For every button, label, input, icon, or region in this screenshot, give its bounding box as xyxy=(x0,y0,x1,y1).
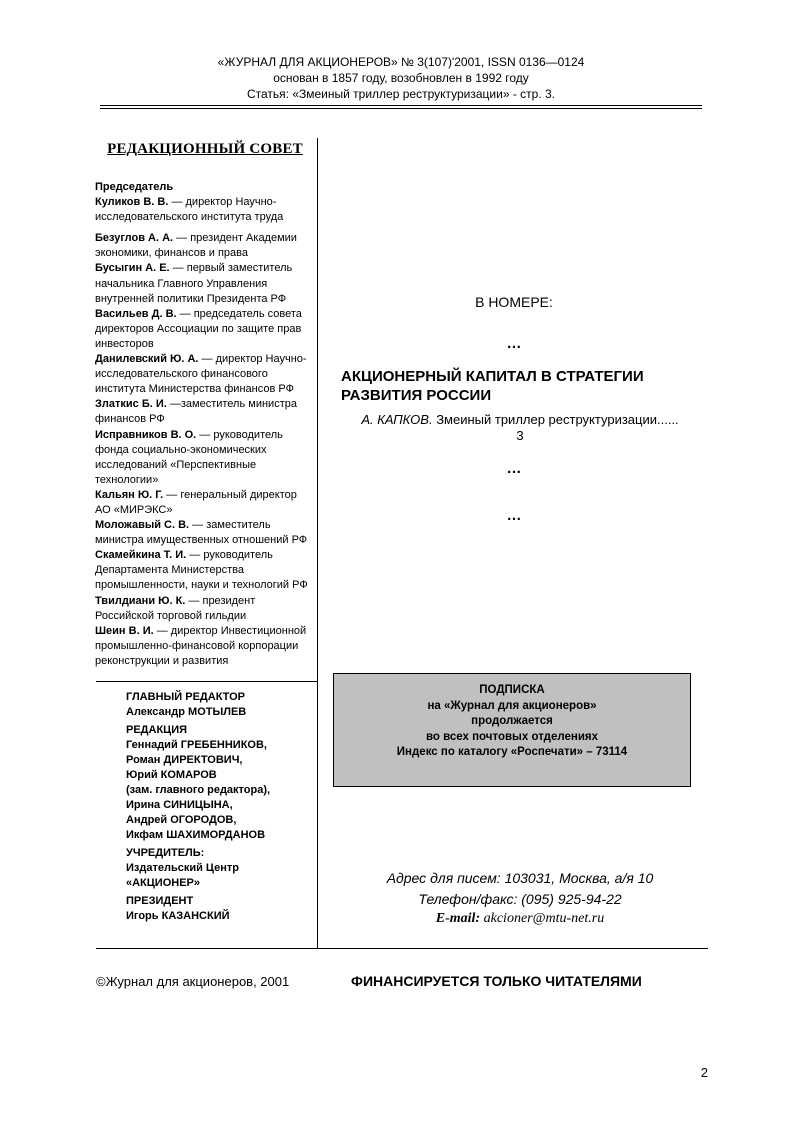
article-page: 3 xyxy=(516,428,524,443)
member-name: Бусыгин А. Е. xyxy=(95,262,170,275)
member-desc: — первый заместитель начальника Главного Управления внутренней политики Президента РФ xyxy=(95,262,293,305)
header-line-2: основан в 1857 году, возобновлен в 1992 году xyxy=(273,71,529,85)
header-rule-top xyxy=(100,105,702,106)
article-entry[interactable] xyxy=(330,412,710,444)
email-label: E-mail: xyxy=(435,911,481,926)
article-title: Змеиный триллер реструктуризации...... xyxy=(432,412,679,427)
council-member xyxy=(95,488,315,518)
section-title: АКЦИОНЕРНЫЙ КАПИТАЛ В СТРАТЕГИИ РАЗВИТИЯ РОССИИ xyxy=(341,368,644,404)
member-desc: —заместитель министра финансов РФ xyxy=(95,398,297,426)
member-name: Безуглов А. А. xyxy=(95,232,174,245)
article-author: А. КАПКОВ. xyxy=(361,412,433,427)
staff-member: Геннадий ГРЕБЕННИКОВ, xyxy=(126,739,267,751)
council-list xyxy=(95,180,315,669)
subscription-index: Индекс по каталогу «Роспечати» – 73114 xyxy=(396,746,628,758)
member-name: Твилдиани Ю. К. xyxy=(95,594,186,607)
founder-line: Издательский Центр xyxy=(126,862,239,874)
member-name: Моложавый С. В. xyxy=(95,519,190,532)
member-desc: — председатель совета директоров Ассоциации по защите прав инвесторов xyxy=(95,307,302,350)
founder-line: «АКЦИОНЕР» xyxy=(126,877,201,889)
council-member xyxy=(95,594,315,624)
ellipsis-1: … xyxy=(506,335,522,352)
member-name: Скамейкина Т. И. xyxy=(95,549,187,562)
copyright: ©Журнал для акционеров, 2001 xyxy=(96,974,290,989)
member-name: Исправников В. О. xyxy=(95,428,197,441)
chief-editor-label: ГЛАВНЫЙ РЕДАКТОР xyxy=(126,691,246,703)
column-divider xyxy=(317,138,318,948)
council-member xyxy=(95,548,315,593)
council-member xyxy=(95,624,315,669)
member-desc: — заместитель министра имущественных отношений РФ xyxy=(95,519,308,547)
contact-email[interactable] xyxy=(330,911,710,927)
contact-address: Адрес для писем: 103031, Москва, а/я 10 xyxy=(386,870,654,886)
page-number: 2 xyxy=(700,1065,708,1080)
member-desc: — руководитель Департамента Министерства промышленности, науки и технологий РФ xyxy=(95,549,308,592)
staff-member: Андрей ОГОРОДОВ, xyxy=(126,814,237,826)
president-label: ПРЕЗИДЕНТ xyxy=(126,895,194,907)
email-address[interactable]: akcioner@mtu-net.ru xyxy=(480,911,605,926)
staff-label: РЕДАКЦИЯ xyxy=(126,724,188,736)
header-line-3: Статья: «Змеиный триллер реструктуризации» - стр. 3. xyxy=(246,87,556,101)
member-name: Кальян Ю. Г. xyxy=(95,488,164,501)
staff-member: Ирина СИНИЦЫНА, xyxy=(126,799,233,811)
member-desc: — директор Научно-исследовательского института труда xyxy=(95,196,284,224)
council-member xyxy=(95,428,315,488)
contents-heading: В НОМЕРЕ: xyxy=(475,294,553,310)
subscription-line: на «Журнал для акционеров» xyxy=(427,699,597,712)
staff-member: Роман ДИРЕКТОВИЧ, xyxy=(126,754,243,766)
header-rule-bottom xyxy=(100,108,702,109)
council-member xyxy=(95,261,315,306)
council-title: РЕДАКЦИОННЫЙ СОВЕТ xyxy=(107,141,303,157)
member-desc: — директор Инвестиционной промышленно-финансовой корпорации реконструкции и развития xyxy=(95,624,307,667)
council-member xyxy=(95,397,315,427)
chief-editor-name: Александр МОТЫЛЕВ xyxy=(126,706,247,718)
subscription-box xyxy=(333,673,691,787)
ellipsis-3: … xyxy=(506,507,522,524)
subscription-line: во всех почтовых отделениях xyxy=(425,730,599,743)
financing-note: ФИНАНСИРУЕТСЯ ТОЛЬКО ЧИТАТЕЛЯМИ xyxy=(351,973,642,989)
staff-member: Икфам ШАХИМОРДАНОВ xyxy=(126,829,266,841)
member-desc: — президент Российской торговой гильдии xyxy=(95,594,256,622)
contact-phone: Телефон/факс: (095) 925-94-22 xyxy=(418,891,622,907)
president-name: Игорь КАЗАНСКИЙ xyxy=(126,910,230,922)
subscription-title: ПОДПИСКА xyxy=(479,684,545,696)
left-section-divider xyxy=(96,681,317,682)
editorial-staff xyxy=(126,690,316,927)
ellipsis-2: … xyxy=(506,460,522,477)
member-name: Шеин В. И. xyxy=(95,624,154,637)
member-desc: — директор Научно-исследовательского финансового института Министерства финансов РФ xyxy=(95,353,307,396)
member-name: Куликов В. В. xyxy=(95,196,169,209)
council-member xyxy=(95,518,315,548)
council-chair xyxy=(95,195,315,225)
footer-divider xyxy=(96,948,708,949)
council-member xyxy=(95,231,315,261)
member-name: Васильев Д. В. xyxy=(95,307,177,320)
member-desc: — генеральный директор АО «МИРЭКС» xyxy=(95,488,297,516)
member-name: Златкис Б. И. xyxy=(95,398,167,411)
member-desc: — президент Академии экономики, финансов и права xyxy=(95,232,297,260)
subscription-line: продолжается xyxy=(471,715,553,727)
member-name: Данилевский Ю. А. xyxy=(95,353,199,366)
founder-label: УЧРЕДИТЕЛЬ: xyxy=(126,847,205,859)
council-member xyxy=(95,307,315,352)
council-member xyxy=(95,352,315,397)
chair-label: Председатель xyxy=(95,181,174,193)
staff-member: (зам. главного редактора), xyxy=(126,784,271,796)
staff-member: Юрий КОМАРОВ xyxy=(126,769,217,781)
header-line-1: «ЖУРНАЛ ДЛЯ АКЦИОНЕРОВ» № 3(107)'2001, ISSN 0136—0124 xyxy=(217,55,585,69)
member-desc: — руководитель фонда социально-экономических исследований «Перспективные технологии» xyxy=(95,428,283,486)
